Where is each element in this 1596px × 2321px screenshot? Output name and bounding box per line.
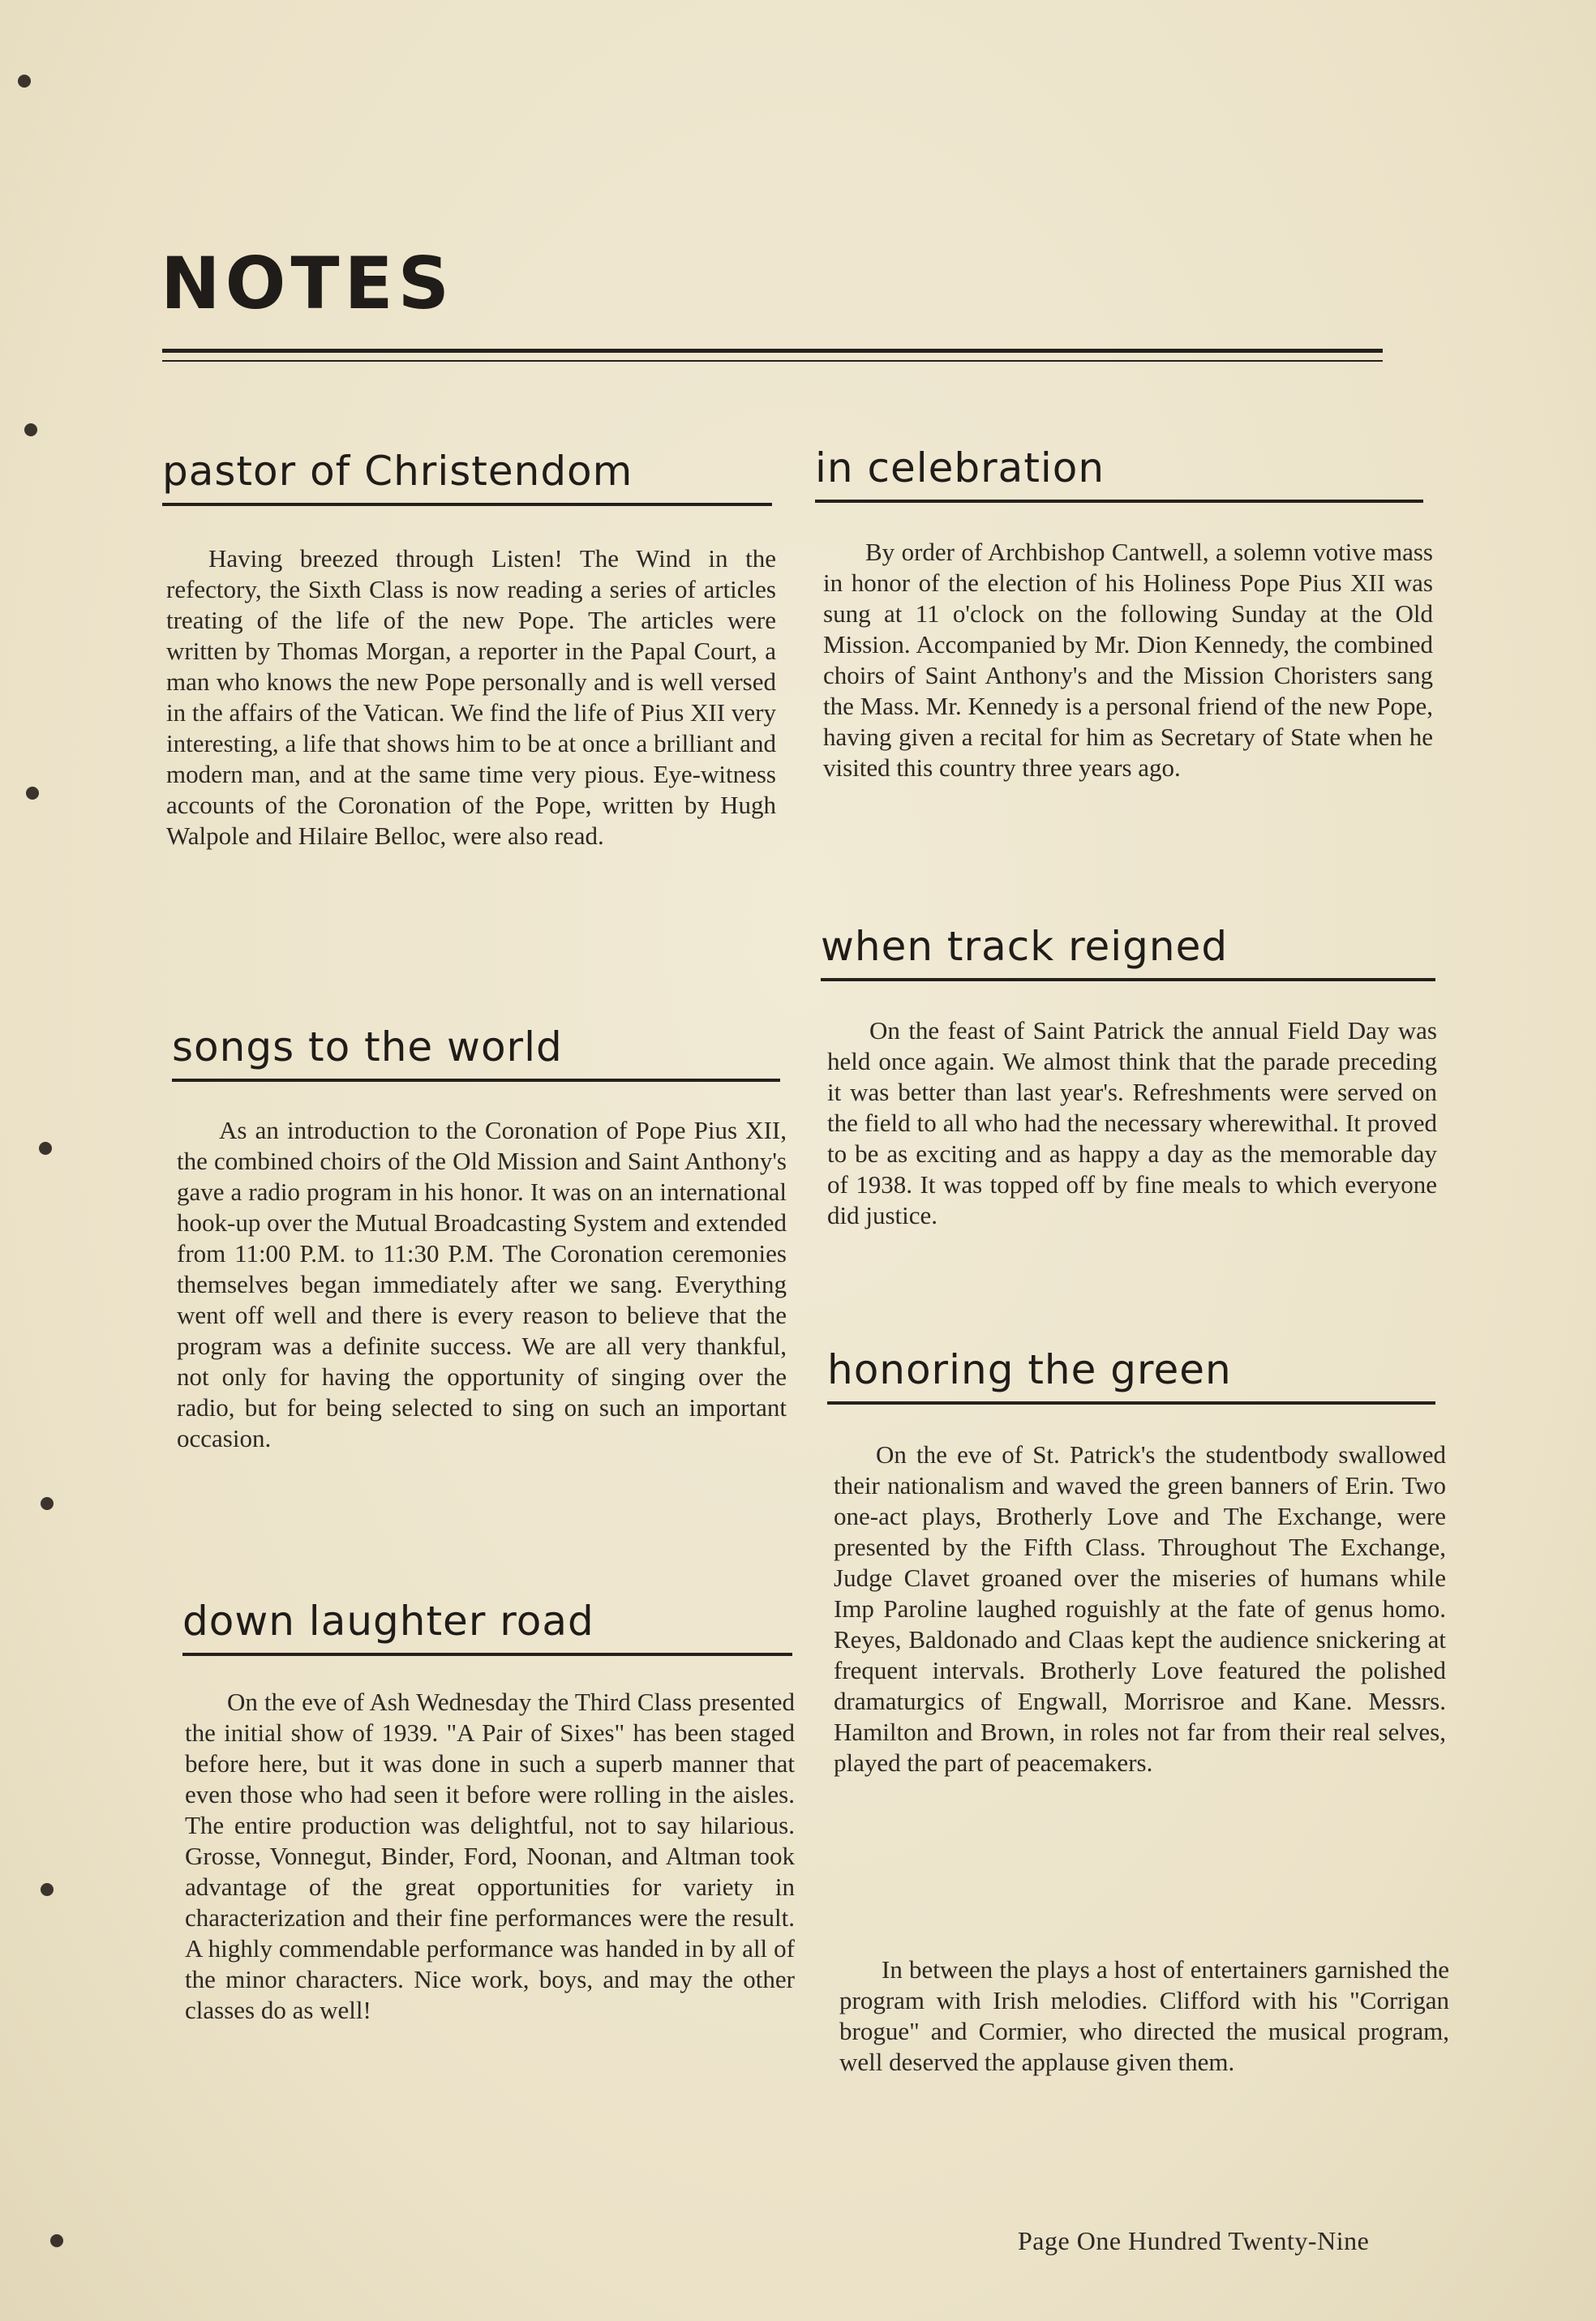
binding-hole bbox=[41, 1883, 54, 1896]
section-body-down-laughter-road: On the eve of Ash Wednesday the Third Class presented the initial show of 1939. "A Pair of Sixes" has been staged before here, but it was done in such a superb manner that even those who had seen it before were rolling in the aisles. The entire production was delightful, not to say hilarious. Grosse, Vonnegut, Binder, Ford, Noonan, and Altman took advantage of the great opportunities for variety in characterization and their fine performances were the result. A highly commendable performance was handed in by all of the minor characters. Nice work, boys, and may the other classes do as well! bbox=[185, 1688, 795, 2024]
section-heading-when-track-reigned: when track reigned bbox=[821, 923, 1435, 981]
binding-hole bbox=[50, 2234, 63, 2247]
section-body-honoring-the-green: On the eve of St. Patrick's the studentbody swallowed their nationalism and waved the green banners of Erin. Two one-act plays, Brotherly Love and The Exchange, were presented by the Fifth Class. Throughout The Exchange, Judge Clavet groaned over the miseries of humans while Imp Paroline laughed roguishly at the fate of genus homo. Reyes, Baldonado and Claas kept the audience snickering at frequent intervals. Brotherly Love featured the polished dramaturgics of Engwall, Morrisroe and Kane. Messrs. Hamilton and Brown, in roles not far from their real selves, played the part of peacemakers. bbox=[834, 1440, 1446, 1777]
section-body-pastor-of-christendom: Having breezed through Listen! The Wind in the refectory, the Sixth Class is now reading a series of articles treating of the life of the new Pope. The articles were written by Thomas Morgan, a reporter in the Papal Court, a man who knows the new Pope personally and is well versed in the affairs of the Vatican. We find the life of Pius XII very interesting, a life that shows him to be at once a brilliant and modern man, and at the same time very pious. Eye-witness accounts of the Coronation of the Pope, written by Hugh Walpole and Hilaire Belloc, were also read. bbox=[166, 544, 776, 850]
page-title: NOTES bbox=[161, 242, 454, 325]
section-heading-in-celebration: in celebration bbox=[815, 444, 1423, 503]
title-rule-thick bbox=[162, 349, 1383, 353]
section-body-songs-to-the-world: As an introduction to the Coronation of Pope Pius XII, the combined choirs of the Old Mission and Saint Anthony's gave a radio program in his honor. It was on an international hook-up over the Mutual Broadcasting System and extended from 11:00 P.M. to 11:30 P.M. The Coronation ceremonies themselves began immediately after we sang. Everything went off well and there is every reason to believe that the program was a definite success. We are all very thankful, not only for having the opportunity of singing over the radio, but for being selected to sing on such an important occasion. bbox=[177, 1116, 787, 1452]
binding-hole bbox=[39, 1142, 52, 1155]
section-heading-songs-to-the-world: songs to the world bbox=[172, 1023, 780, 1082]
title-rule-thin bbox=[162, 360, 1383, 362]
page-number: Page One Hundred Twenty-Nine bbox=[1018, 2226, 1370, 2255]
binding-hole bbox=[18, 75, 31, 88]
section-heading-pastor-of-christendom: pastor of Christendom bbox=[162, 448, 772, 506]
binding-hole bbox=[26, 787, 39, 800]
section-body-when-track-reigned: On the feast of Saint Patrick the annual Field Day was held once again. We almost think that the parade preceding it was better than last year's. Refreshments were served on the field to all who had the necessary wherewithal. It proved to be as exciting and as happy a day as the memorable day of 1938. It was topped off by fine meals to which everyone did justice. bbox=[827, 1016, 1437, 1229]
binding-hole bbox=[24, 423, 37, 436]
section-heading-down-laughter-road: down laughter road bbox=[182, 1598, 792, 1656]
section-heading-honoring-the-green: honoring the green bbox=[827, 1346, 1435, 1405]
binding-hole bbox=[41, 1497, 54, 1510]
section-body-in-celebration: By order of Archbishop Cantwell, a solemn votive mass in honor of the election of his Holiness Pope Pius XII was sung at 11 o'clock on the following Sunday at the Old Mission. Accompanied by Mr. Dion Kennedy, the combined choirs of Saint Anthony's and the Mission Choristers sang the Mass. Mr. Kennedy is a personal friend of the new Pope, having given a recital for him as Secretary of State when he visited this country three years ago. bbox=[823, 538, 1433, 782]
section-body-honoring-the-green-continued: In between the plays a host of entertainers garnished the program with Irish melodies. Clifford with his "Corrigan brogue" and Cormier, who directed the musical program, well deserved the applause given them. bbox=[839, 1955, 1449, 2076]
